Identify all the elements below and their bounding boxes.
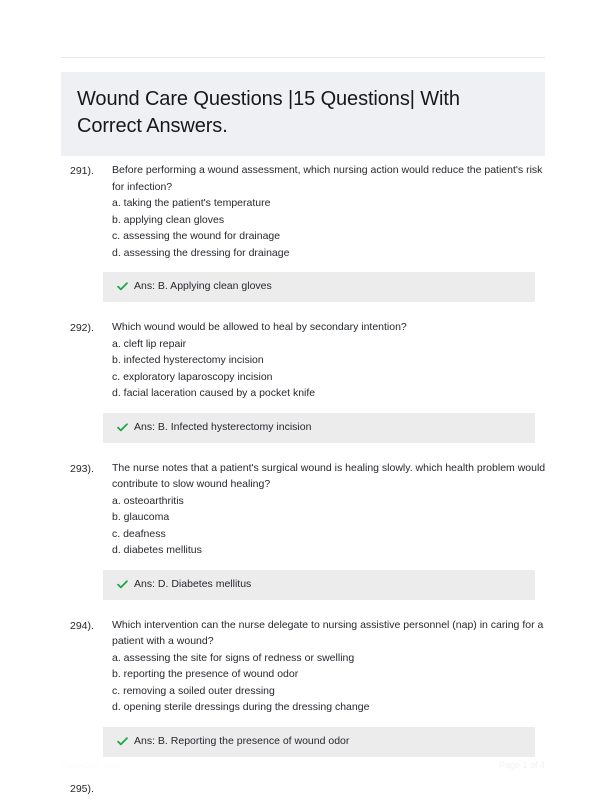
answer-box [103, 413, 535, 443]
option-list [112, 650, 550, 716]
answer-box [103, 727, 535, 757]
question-number: 291). [70, 165, 94, 177]
option-a[interactable]: a. cleft lip repair [112, 337, 187, 350]
check-icon [117, 422, 128, 433]
answer-text: Ans: B. Applying clean gloves [134, 280, 272, 292]
question-body [112, 460, 606, 559]
check-icon [117, 281, 128, 292]
option-list [112, 195, 550, 261]
answer-text: Ans: D. Diabetes mellitus [134, 577, 252, 590]
question-text: Which intervention can the nurse delegate to nursing assistive personnel (nap) in caring for a patient with a wound? [112, 618, 544, 647]
question-number: 293). [70, 462, 94, 475]
question-row [0, 460, 606, 559]
option-list [112, 493, 550, 559]
option-b[interactable]: b. applying clean gloves [112, 213, 225, 226]
option-a[interactable]: a. assessing the site for signs of redness or swelling [112, 651, 355, 664]
answer-text: Ans: B. Infected hysterectomy incision [134, 420, 312, 433]
check-icon [117, 579, 128, 590]
option-d[interactable]: d. assessing the dressing for drainage [112, 246, 290, 259]
watermark-text: PaperStoc.com [61, 760, 121, 770]
next-question-number: 295). [70, 782, 94, 795]
page-number: Page 1 of 4 [498, 760, 545, 770]
question-body [112, 319, 606, 402]
question-block [0, 162, 606, 302]
question-block [0, 617, 606, 757]
option-c[interactable]: c. assessing the wound for drainage [112, 230, 281, 242]
option-c[interactable]: c. removing a soiled outer dressing [112, 684, 275, 697]
question-body [112, 617, 606, 716]
questions-container [0, 162, 606, 797]
question-text: Before performing a wound assessment, which nursing action would reduce the patient's risk for infection? [112, 164, 543, 193]
question-block [0, 460, 606, 600]
answer-box [103, 272, 535, 302]
question-block [0, 319, 606, 443]
question-number: 292). [70, 322, 94, 334]
question-text: Which wound would be allowed to heal by secondary intention? [112, 321, 407, 333]
page-footer [0, 760, 606, 776]
option-b[interactable]: b. infected hysterectomy incision [112, 354, 264, 366]
question-row [0, 617, 606, 716]
question-body [112, 162, 606, 261]
page-title: Wound Care Questions |15 Questions| With Correct Answers. [77, 88, 460, 137]
option-d[interactable]: d. facial laceration caused by a pocket knife [112, 387, 316, 399]
check-icon [117, 736, 128, 747]
question-row [0, 162, 606, 261]
option-a[interactable]: a. osteoarthritis [112, 494, 184, 507]
option-d[interactable]: d. opening sterile dressings during the dressing change [112, 701, 370, 713]
option-c[interactable]: c. deafness [112, 527, 166, 540]
option-list [112, 336, 550, 402]
option-b[interactable]: b. reporting the presence of wound odor [112, 668, 299, 680]
question-text: The nurse notes that a patient's surgical wound is healing slowly. which health problem would contribute to slow wound healing? [112, 461, 546, 490]
answer-text: Ans: B. Reporting the presence of wound odor [134, 734, 350, 747]
option-d[interactable]: d. diabetes mellitus [112, 544, 202, 556]
question-row [0, 319, 606, 402]
option-c[interactable]: c. exploratory laparoscopy incision [112, 370, 273, 383]
header-divider [61, 57, 545, 58]
option-b[interactable]: b. glaucoma [112, 511, 170, 523]
answer-box [103, 570, 535, 600]
document-title-block [61, 72, 545, 156]
option-a[interactable]: a. taking the patient's temperature [112, 197, 271, 209]
question-number: 294). [70, 619, 94, 632]
